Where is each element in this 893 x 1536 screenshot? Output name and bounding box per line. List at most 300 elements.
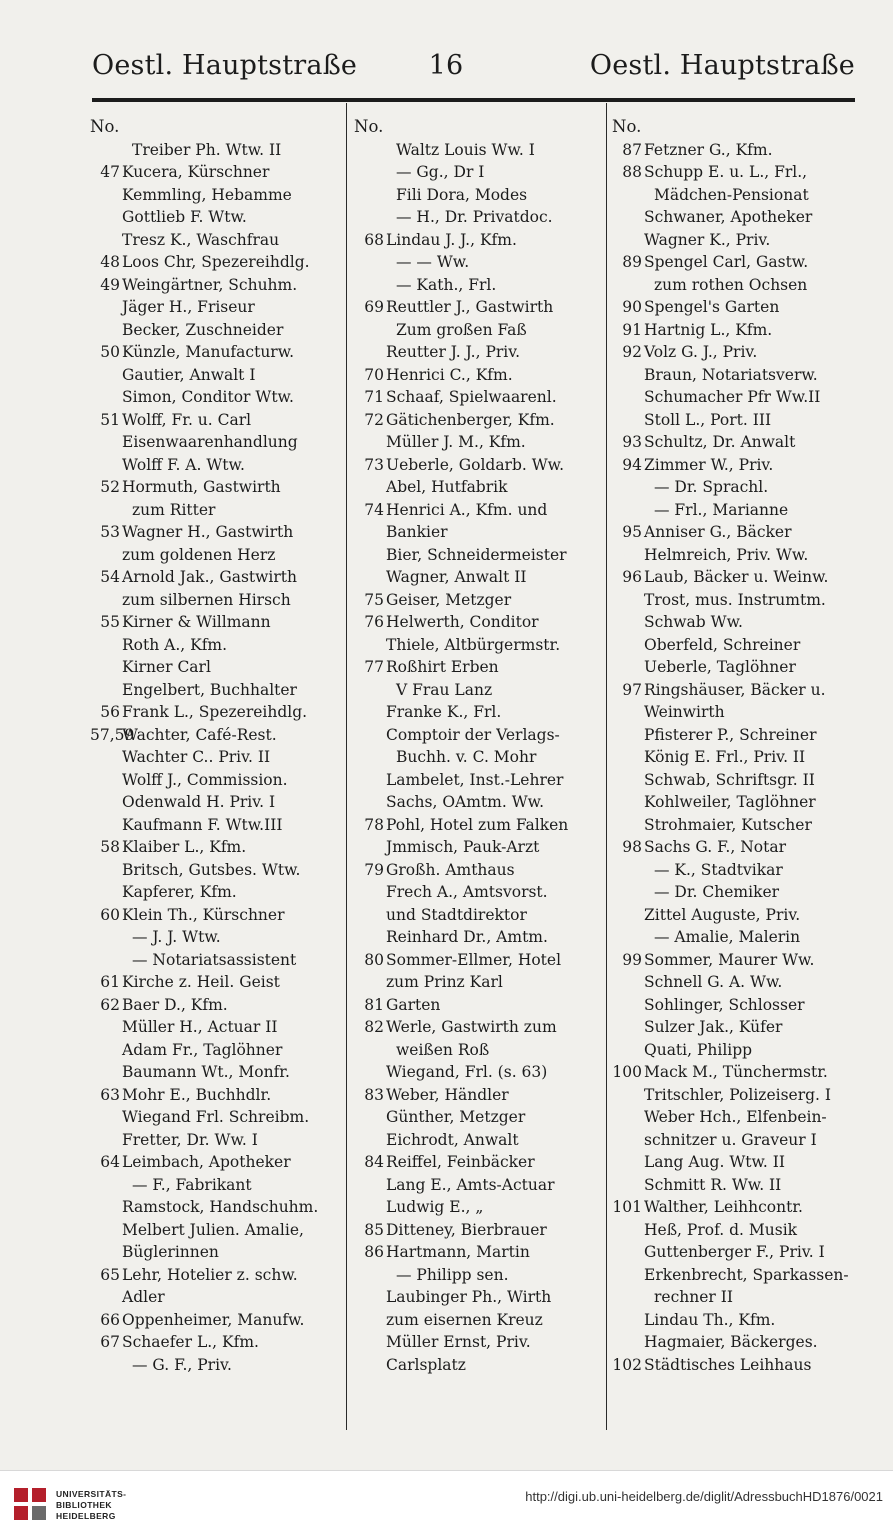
house-number [354, 341, 386, 364]
resident-text: Henrici A., Kfm. und [386, 500, 548, 519]
directory-entry [612, 1151, 862, 1174]
directory-entry [612, 1286, 862, 1309]
resident-text: Schwab Ww. [644, 613, 743, 631]
house-number [612, 926, 644, 949]
house-number [354, 701, 386, 724]
directory-entry [612, 296, 862, 319]
resident-text: Kaufmann F. Wtw.III [122, 815, 283, 834]
house-number: 85 [364, 1220, 384, 1239]
house-number: 73 [364, 455, 384, 474]
resident-text: Braun, Notariatsverw. [644, 365, 818, 384]
house-number [612, 1174, 644, 1197]
house-number: 93 [622, 433, 642, 451]
house-number: 91 [622, 320, 642, 339]
resident-text: Britsch, Gutsbes. Wtw. [122, 860, 301, 879]
resident-text: Schultz, Dr. Anwalt [644, 433, 796, 451]
resident-text: Gautier, Anwalt I [122, 365, 256, 384]
resident-text: Baer D., Kfm. [122, 995, 228, 1014]
house-number: 53 [100, 523, 120, 541]
house-number: 67 [100, 1333, 120, 1351]
resident-text: Sulzer Jak., Küfer [644, 1018, 783, 1036]
house-number: 74 [364, 500, 384, 519]
directory-entry [354, 769, 604, 792]
directory-entry [354, 364, 604, 387]
directory-entry [612, 499, 862, 522]
directory-entry [354, 1084, 604, 1107]
house-number: 98 [622, 838, 642, 856]
directory-entry [354, 229, 604, 252]
resident-text: Hormuth, Gastwirth [122, 478, 281, 496]
house-number [354, 544, 386, 567]
resident-text: Laub, Bäcker u. Weinw. [644, 568, 829, 586]
directory-entry [354, 656, 604, 679]
directory-entry [612, 746, 862, 769]
directory-entry [90, 139, 342, 162]
resident-text: Klein Th., Kürschner [122, 905, 285, 924]
directory-entry [612, 1241, 862, 1264]
house-number [90, 1039, 122, 1062]
house-number [354, 206, 386, 229]
resident-text: Strohmaier, Kutscher [644, 815, 812, 834]
resident-text: Weber Hch., Elfenbein- [644, 1108, 827, 1126]
house-number [90, 746, 122, 769]
resident-text: — Dr. Chemiker [654, 883, 780, 901]
directory-entry [90, 1309, 342, 1332]
house-number [612, 1039, 644, 1062]
directory-entry [90, 1151, 342, 1174]
house-number: 61 [100, 973, 120, 991]
house-number [354, 476, 386, 499]
house-number [612, 1084, 644, 1107]
resident-text: Treiber Ph. Wtw. II [132, 140, 282, 159]
resident-text: Laubinger Ph., Wirth [386, 1288, 552, 1306]
resident-text: Frank L., Spezereihdlg. [122, 703, 308, 721]
house-number [90, 499, 122, 522]
house-number [354, 1331, 386, 1354]
directory-entry [90, 1241, 342, 1264]
directory-column-1 [90, 116, 342, 1376]
directory-entry [90, 206, 342, 229]
house-number [354, 1061, 386, 1084]
house-number [612, 724, 644, 747]
resident-text: zum Prinz Karl [386, 973, 503, 991]
resident-text: Quati, Philipp [644, 1040, 753, 1059]
directory-entry [612, 904, 862, 927]
directory-entry [354, 386, 604, 409]
resident-text: Wagner K., Priv. [644, 230, 771, 249]
house-number: 81 [364, 995, 384, 1014]
resident-text: Wachter, Café-Rest. [122, 725, 277, 744]
resident-text: Oberfeld, Schreiner [644, 635, 801, 654]
house-number [90, 1196, 122, 1219]
directory-entry [354, 1174, 604, 1197]
directory-entry [90, 1354, 342, 1377]
resident-text: Zittel Auguste, Priv. [644, 905, 801, 924]
house-number [354, 904, 386, 927]
house-number [612, 1016, 644, 1039]
directory-entry [612, 364, 862, 387]
resident-text: Fetzner G., Kfm. [644, 140, 773, 159]
directory-entry [90, 769, 342, 792]
directory-entry [90, 611, 342, 634]
resident-text: Simon, Conditor Wtw. [122, 388, 294, 406]
house-number [90, 1241, 122, 1264]
permalink-url[interactable]: http://digi.ub.uni-heidelberg.de/diglit/AdressbuchHD1876/0021 [525, 1489, 883, 1504]
house-number [90, 859, 122, 882]
resident-text: Kucera, Kürschner [122, 163, 270, 181]
house-number [354, 1039, 386, 1062]
house-number [90, 206, 122, 229]
house-number [612, 1286, 644, 1309]
directory-entry [612, 566, 862, 589]
directory-entry [354, 994, 604, 1017]
house-number [612, 971, 644, 994]
house-number [354, 1196, 386, 1219]
resident-text: Arnold Jak., Gastwirth [122, 568, 298, 586]
directory-entry [354, 1196, 604, 1219]
resident-text: — Dr. Sprachl. [654, 478, 769, 496]
house-number [354, 161, 386, 184]
resident-text: Wiegand, Frl. (s. 63) [386, 1063, 548, 1081]
directory-entry [354, 881, 604, 904]
resident-text: Loos Chr, Spezereihdlg. [122, 253, 310, 271]
house-number [354, 1286, 386, 1309]
directory-entry [612, 1061, 862, 1084]
house-number [612, 1264, 644, 1287]
resident-text: Adam Fr., Taglöhner [122, 1040, 283, 1059]
directory-entry [354, 296, 604, 319]
resident-text: Mack M., Tünchermstr. [644, 1063, 828, 1081]
house-number [90, 589, 122, 612]
directory-entry [354, 161, 604, 184]
directory-entry [612, 229, 862, 252]
house-number [612, 1331, 644, 1354]
house-number: 95 [622, 523, 642, 541]
resident-text: Comptoir der Verlags- [386, 725, 560, 744]
resident-text: Ueberle, Goldarb. Ww. [386, 455, 565, 474]
directory-entry [90, 859, 342, 882]
directory-entry [354, 274, 604, 297]
directory-entry [90, 1196, 342, 1219]
house-number [354, 566, 386, 589]
resident-text: Roßhirt Erben [386, 658, 499, 676]
house-number: 50 [100, 343, 120, 361]
resident-text: Hartmann, Martin [386, 1243, 530, 1261]
resident-text: Kapferer, Kfm. [122, 883, 237, 901]
directory-entry [612, 544, 862, 567]
house-number [354, 1264, 386, 1287]
resident-text: zum goldenen Herz [122, 545, 276, 564]
resident-text: Klaiber L., Kfm. [122, 838, 247, 856]
directory-entry [90, 364, 342, 387]
resident-text: Kemmling, Hebamme [122, 185, 292, 204]
house-number [90, 881, 122, 904]
directory-entry [354, 701, 604, 724]
house-number [354, 971, 386, 994]
resident-text: Müller J. M., Kfm. [386, 433, 526, 451]
resident-text: Wagner, Anwalt II [386, 568, 527, 586]
house-number [612, 611, 644, 634]
column-heading: No. [90, 117, 120, 136]
house-number: 100 [612, 1063, 642, 1081]
resident-text: Gottlieb F. Wtw. [122, 208, 247, 226]
resident-text: Volz G. J., Priv. [644, 343, 758, 361]
university-library-logo-icon [12, 1486, 48, 1522]
directory-entry [90, 881, 342, 904]
house-number: 63 [100, 1085, 120, 1104]
column-heading: No. [354, 117, 384, 136]
directory-entry [90, 1286, 342, 1309]
house-number: 51 [100, 410, 120, 429]
directory-entry [612, 791, 862, 814]
directory-entry [354, 454, 604, 477]
directory-entry [612, 1309, 862, 1332]
resident-text: Erkenbrecht, Sparkassen- [644, 1265, 849, 1284]
house-number [90, 431, 122, 454]
directory-entry [354, 836, 604, 859]
house-number [612, 206, 644, 229]
resident-text: Hartnig L., Kfm. [644, 320, 773, 339]
house-number [612, 656, 644, 679]
house-number: 101 [612, 1198, 642, 1216]
directory-entry [612, 769, 862, 792]
directory-entry [354, 409, 604, 432]
directory-entry [354, 971, 604, 994]
directory-entry [90, 746, 342, 769]
house-number: 65 [100, 1265, 120, 1284]
resident-text: Schmitt R. Ww. II [644, 1175, 782, 1194]
resident-text: zum Ritter [132, 500, 216, 519]
resident-text: Ditteney, Bierbrauer [386, 1220, 547, 1239]
house-number: 70 [364, 365, 384, 384]
directory-entry [90, 251, 342, 274]
house-number [354, 881, 386, 904]
resident-text: Reiffel, Feinbäcker [386, 1153, 535, 1171]
house-number: 68 [364, 230, 384, 249]
directory-entry [612, 1219, 862, 1242]
resident-text: Pohl, Hotel zum Falken [386, 815, 569, 834]
house-number [612, 994, 644, 1017]
directory-entry [90, 1106, 342, 1129]
directory-entry [354, 521, 604, 544]
house-number [354, 139, 386, 162]
house-number [354, 184, 386, 207]
resident-text: Helwerth, Conditor [386, 613, 539, 631]
resident-text: V Frau Lanz [396, 680, 493, 699]
directory-entry [90, 1061, 342, 1084]
directory-entry [612, 634, 862, 657]
directory-entry [612, 251, 862, 274]
directory-entry [354, 1286, 604, 1309]
house-number: 49 [100, 275, 120, 294]
resident-text: Schwaner, Apotheker [644, 208, 813, 226]
resident-text: zum rothen Ochsen [654, 275, 808, 294]
house-number [354, 634, 386, 657]
resident-text: Gätichenberger, Kfm. [386, 410, 555, 429]
resident-text: weißen Roß [396, 1040, 490, 1059]
directory-entry [612, 814, 862, 837]
directory-entry [612, 926, 862, 949]
resident-text: Wolff J., Commission. [122, 770, 288, 789]
resident-text: Spengel's Garten [644, 298, 780, 316]
directory-entry [90, 1084, 342, 1107]
directory-entry [612, 1016, 862, 1039]
house-number: 55 [100, 613, 120, 631]
directory-entry [90, 656, 342, 679]
house-number: 76 [364, 613, 384, 631]
resident-text: — Gg., Dr I [396, 163, 485, 181]
resident-text: Wagner H., Gastwirth [122, 523, 294, 541]
directory-entry [354, 679, 604, 702]
house-number [90, 1129, 122, 1152]
directory-entry [90, 724, 342, 747]
house-number: 72 [364, 410, 384, 429]
house-number [354, 431, 386, 454]
resident-text: Wolff, Fr. u. Carl [122, 410, 252, 429]
resident-text: Heß, Prof. d. Musik [644, 1220, 798, 1239]
house-number [90, 544, 122, 567]
house-number [90, 454, 122, 477]
house-number: 99 [622, 950, 642, 969]
house-number [90, 949, 122, 972]
resident-text: Zum großen Faß [396, 320, 527, 339]
directory-entry [90, 1264, 342, 1287]
resident-text: Jmmisch, Pauk-Arzt [386, 838, 540, 856]
directory-entry [354, 1039, 604, 1062]
directory-entry [354, 746, 604, 769]
resident-text: rechner II [654, 1288, 733, 1306]
resident-text: — F., Fabrikant [132, 1175, 252, 1194]
directory-entry [90, 1039, 342, 1062]
directory-entry [354, 1219, 604, 1242]
house-number [354, 679, 386, 702]
resident-text: Sachs G. F., Notar [644, 838, 786, 856]
resident-text: — — Ww. [396, 253, 470, 271]
directory-entry [354, 1241, 604, 1264]
house-number [354, 319, 386, 342]
house-number: 82 [364, 1018, 384, 1036]
resident-text: Müller Ernst, Priv. [386, 1333, 531, 1351]
house-number [90, 1286, 122, 1309]
house-number: 96 [622, 568, 642, 586]
house-number [90, 229, 122, 252]
resident-text: Schumacher Pfr Ww.II [644, 388, 821, 406]
directory-entry [612, 701, 862, 724]
resident-text: Schwab, Schriftsgr. II [644, 770, 815, 789]
directory-entry [90, 904, 342, 927]
directory-entry [354, 949, 604, 972]
house-number [612, 229, 644, 252]
directory-entry [354, 1354, 604, 1377]
directory-entry [612, 859, 862, 882]
house-number [354, 521, 386, 544]
resident-text: Abel, Hutfabrik [386, 478, 508, 496]
directory-entry [90, 566, 342, 589]
resident-text: Eichrodt, Anwalt [386, 1130, 519, 1149]
directory-entry [90, 499, 342, 522]
house-number: 69 [364, 298, 384, 316]
resident-text: Fili Dora, Modes [396, 185, 528, 204]
house-number: 86 [364, 1243, 384, 1261]
resident-text: Ringshäuser, Bäcker u. [644, 680, 826, 699]
house-number [612, 1151, 644, 1174]
house-number [90, 139, 122, 162]
resident-text: Waltz Louis Ww. I [396, 140, 535, 159]
resident-text: — K., Stadtvikar [654, 860, 783, 879]
resident-text: zum silbernen Hirsch [122, 590, 291, 609]
house-number: 84 [364, 1153, 384, 1171]
running-header-left: Oestl. Hauptstraße [92, 50, 358, 81]
house-number [612, 1129, 644, 1152]
directory-entry [612, 1174, 862, 1197]
resident-text: Büglerinnen [122, 1243, 219, 1261]
directory-entry [354, 544, 604, 567]
resident-text: Ueberle, Taglöhner [644, 658, 796, 676]
house-number [90, 386, 122, 409]
directory-entry [90, 1174, 342, 1197]
directory-entry [90, 814, 342, 837]
directory-entry [90, 994, 342, 1017]
column-divider [606, 103, 607, 1430]
house-number [90, 1016, 122, 1039]
house-number [354, 769, 386, 792]
resident-text: — Frl., Marianne [654, 500, 789, 519]
resident-text: Thiele, Altbürgermstr. [386, 635, 561, 654]
house-number [90, 1219, 122, 1242]
house-number [612, 386, 644, 409]
house-number [90, 634, 122, 657]
resident-text: Becker, Zuschneider [122, 320, 284, 339]
resident-text: Fretter, Dr. Ww. I [122, 1130, 258, 1149]
directory-entry [612, 1196, 862, 1219]
house-number: 75 [364, 590, 384, 609]
resident-text: Bier, Schneidermeister [386, 545, 567, 564]
resident-text: Reinhard Dr., Amtm. [386, 928, 548, 946]
resident-text: Walther, Leihhcontr. [644, 1198, 803, 1216]
column-heading: No. [612, 117, 642, 136]
house-number [612, 499, 644, 522]
house-number: 71 [364, 388, 384, 406]
resident-text: Baumann Wt., Monfr. [122, 1063, 290, 1081]
house-number [90, 319, 122, 342]
house-number [612, 814, 644, 837]
resident-text: Stoll L., Port. III [644, 410, 772, 429]
directory-entry [354, 1151, 604, 1174]
directory-entry [612, 476, 862, 499]
resident-text: Frech A., Amtsvorst. [386, 883, 548, 901]
resident-text: Lambelet, Inst.-Lehrer [386, 770, 564, 789]
house-number [90, 1061, 122, 1084]
directory-entry [612, 881, 862, 904]
resident-text: Schnell G. A. Ww. [644, 973, 783, 991]
house-number: 48 [100, 253, 120, 271]
house-number [90, 791, 122, 814]
resident-text: Garten [386, 995, 441, 1014]
resident-text: Großh. Amthaus [386, 860, 515, 879]
directory-entry [354, 1061, 604, 1084]
directory-entry [612, 409, 862, 432]
directory-entry [90, 409, 342, 432]
resident-text: — Philipp sen. [396, 1265, 509, 1284]
directory-entry [612, 184, 862, 207]
house-number [612, 589, 644, 612]
directory-entry [90, 521, 342, 544]
resident-text: Tritschler, Polizeiserg. I [644, 1085, 832, 1104]
resident-text: Wiegand Frl. Schreibm. [122, 1108, 310, 1126]
resident-text: Günther, Metzger [386, 1108, 526, 1126]
directory-entry [90, 476, 342, 499]
directory-entry [612, 274, 862, 297]
